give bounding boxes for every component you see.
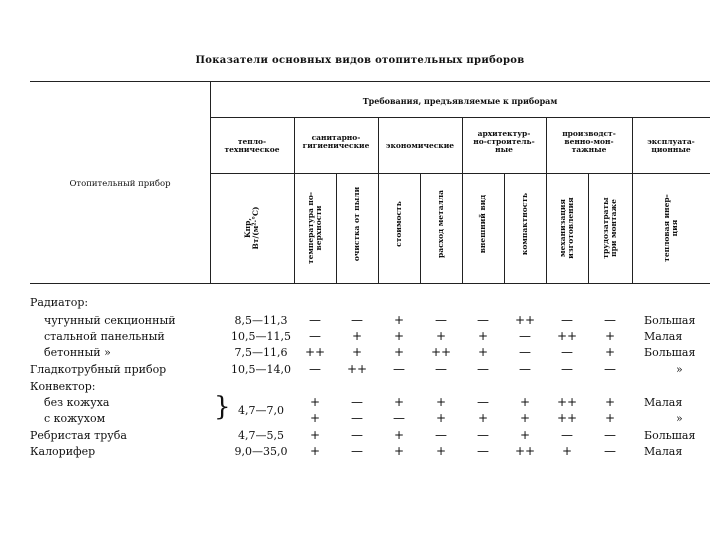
rating-mark: + bbox=[435, 444, 447, 458]
col-divider-prod-inner bbox=[588, 173, 589, 283]
rating-mark: + bbox=[351, 345, 363, 359]
subcol-k: Kпр, Вт/(м²·°С) bbox=[243, 206, 260, 250]
rating-mark: + bbox=[561, 444, 573, 458]
col-divider-arch-inner bbox=[504, 173, 505, 283]
rating-mark: — bbox=[351, 313, 363, 327]
col-divider-device bbox=[210, 81, 211, 283]
group-production: производст- венно-мон- тажные bbox=[562, 129, 616, 154]
rating-mark: + bbox=[435, 395, 447, 409]
row-label: Гладкотрубный прибор bbox=[30, 363, 167, 376]
col-divider-econ-inner bbox=[420, 173, 421, 283]
rating-mark: — bbox=[604, 444, 616, 458]
rating-mark: + bbox=[604, 345, 616, 359]
rating-mark: — bbox=[561, 362, 573, 376]
row-label: Калорифер bbox=[30, 445, 96, 458]
rating-mark: — bbox=[435, 428, 447, 442]
k-value: 4,7—7,0 bbox=[238, 404, 284, 417]
thermal-inertia-value: » bbox=[676, 412, 683, 425]
group-architectural: архитектур- но-строитель- ные bbox=[473, 129, 535, 154]
thermal-inertia-value: Большая bbox=[644, 429, 696, 442]
rating-mark: + bbox=[309, 444, 321, 458]
subcol-labor: трудозатраты при монтаже bbox=[601, 197, 618, 259]
k-value: 9,0—35,0 bbox=[234, 445, 288, 458]
rating-mark: — bbox=[561, 345, 573, 359]
k-value: 8,5—11,3 bbox=[234, 314, 288, 327]
row-label: Радиатор: bbox=[30, 296, 89, 309]
rating-mark: + bbox=[519, 428, 531, 442]
rating-mark: + bbox=[435, 329, 447, 343]
subcol-dust-cleaning: очистка от пыли bbox=[352, 186, 361, 262]
row-label: чугунный секционный bbox=[44, 314, 176, 327]
thermal-inertia-value: Малая bbox=[644, 445, 683, 458]
table-title: Показатели основных видов отопительных приборов bbox=[195, 55, 525, 66]
requirements-header: Требования, предъявляемые к приборам bbox=[362, 96, 558, 106]
rating-mark: ++ bbox=[556, 329, 578, 343]
rating-mark: + bbox=[393, 444, 405, 458]
rating-mark: ++ bbox=[556, 395, 578, 409]
rating-mark: — bbox=[477, 313, 489, 327]
rating-mark: + bbox=[309, 428, 321, 442]
rating-mark: + bbox=[351, 329, 363, 343]
rating-mark: — bbox=[351, 395, 363, 409]
rating-mark: ++ bbox=[430, 345, 452, 359]
rating-mark: — bbox=[519, 345, 531, 359]
rating-mark: + bbox=[604, 411, 616, 425]
rating-mark: + bbox=[477, 345, 489, 359]
rating-mark: + bbox=[309, 395, 321, 409]
rating-mark: + bbox=[393, 329, 405, 343]
rating-mark: ++ bbox=[556, 411, 578, 425]
rating-mark: — bbox=[604, 362, 616, 376]
rating-mark: — bbox=[477, 395, 489, 409]
rating-mark: ++ bbox=[514, 444, 536, 458]
thermal-inertia-value: Малая bbox=[644, 330, 683, 343]
rating-mark: ++ bbox=[304, 345, 326, 359]
k-value: 10,5—11,5 bbox=[231, 330, 291, 343]
subcol-surface-temp: температура по- верхности bbox=[306, 191, 323, 265]
group-operational: эксплуата- ционные bbox=[647, 137, 695, 154]
rating-mark: + bbox=[393, 345, 405, 359]
rating-mark: + bbox=[477, 329, 489, 343]
thermal-inertia-value: Большая bbox=[644, 346, 696, 359]
rating-mark: — bbox=[519, 329, 531, 343]
rating-mark: — bbox=[477, 444, 489, 458]
rating-mark: — bbox=[309, 362, 321, 376]
group-economic: экономические bbox=[385, 141, 455, 150]
rating-mark: — bbox=[604, 428, 616, 442]
rating-mark: + bbox=[393, 395, 405, 409]
subcol-mechanization: механизация изготовления bbox=[558, 197, 575, 259]
k-value: 7,5—11,6 bbox=[234, 346, 288, 359]
subcol-thermal-inertia: тепловая инер- ция bbox=[662, 194, 679, 262]
row-label: без кожуха bbox=[44, 396, 110, 409]
rating-mark: + bbox=[519, 395, 531, 409]
thermal-inertia-value: Большая bbox=[644, 314, 696, 327]
k-value: 4,7—5,5 bbox=[238, 429, 284, 442]
subcol-compactness: компактность bbox=[520, 192, 529, 256]
row-label: стальной панельный bbox=[44, 330, 165, 343]
rating-mark: — bbox=[309, 329, 321, 343]
subcol-appearance: внешний вид bbox=[478, 194, 487, 254]
table-top-border bbox=[30, 81, 710, 82]
rating-mark: — bbox=[351, 444, 363, 458]
rating-mark: — bbox=[604, 313, 616, 327]
rating-mark: ++ bbox=[514, 313, 536, 327]
convector-brace: } bbox=[214, 392, 231, 422]
row-label: бетонный » bbox=[44, 346, 111, 359]
thermal-inertia-value: » bbox=[676, 363, 683, 376]
rating-mark: + bbox=[393, 313, 405, 327]
row-label: Ребристая труба bbox=[30, 429, 127, 442]
rating-mark: — bbox=[435, 313, 447, 327]
rating-mark: — bbox=[351, 428, 363, 442]
rating-mark: ++ bbox=[346, 362, 368, 376]
rating-mark: + bbox=[519, 411, 531, 425]
rating-mark: — bbox=[561, 313, 573, 327]
device-header: Отопительный прибор bbox=[69, 179, 171, 189]
rating-mark: + bbox=[393, 428, 405, 442]
rating-mark: + bbox=[435, 411, 447, 425]
rating-mark: — bbox=[477, 428, 489, 442]
group-thermal: тепло- техническое bbox=[224, 137, 280, 154]
group-divider bbox=[210, 173, 710, 174]
thermal-inertia-value: Малая bbox=[644, 396, 683, 409]
rating-mark: — bbox=[393, 411, 405, 425]
rating-mark: — bbox=[561, 428, 573, 442]
k-value: 10,5—14,0 bbox=[231, 363, 291, 376]
rating-mark: — bbox=[519, 362, 531, 376]
row-label: с кожухом bbox=[44, 412, 106, 425]
rating-mark: + bbox=[604, 329, 616, 343]
rating-mark: — bbox=[351, 411, 363, 425]
rating-mark: + bbox=[477, 411, 489, 425]
col-divider-san-inner bbox=[336, 173, 337, 283]
subcol-metal-use: расход металла bbox=[436, 190, 445, 258]
rating-mark: + bbox=[604, 395, 616, 409]
rating-mark: — bbox=[309, 313, 321, 327]
group-sanitary: санитарно- гигиенические bbox=[302, 133, 370, 150]
subcol-cost: стоимость bbox=[394, 201, 403, 247]
rating-mark: — bbox=[393, 362, 405, 376]
requirements-divider bbox=[210, 117, 710, 118]
rating-mark: + bbox=[309, 411, 321, 425]
rating-mark: — bbox=[435, 362, 447, 376]
rating-mark: — bbox=[477, 362, 489, 376]
row-label: Конвектор: bbox=[30, 380, 96, 393]
